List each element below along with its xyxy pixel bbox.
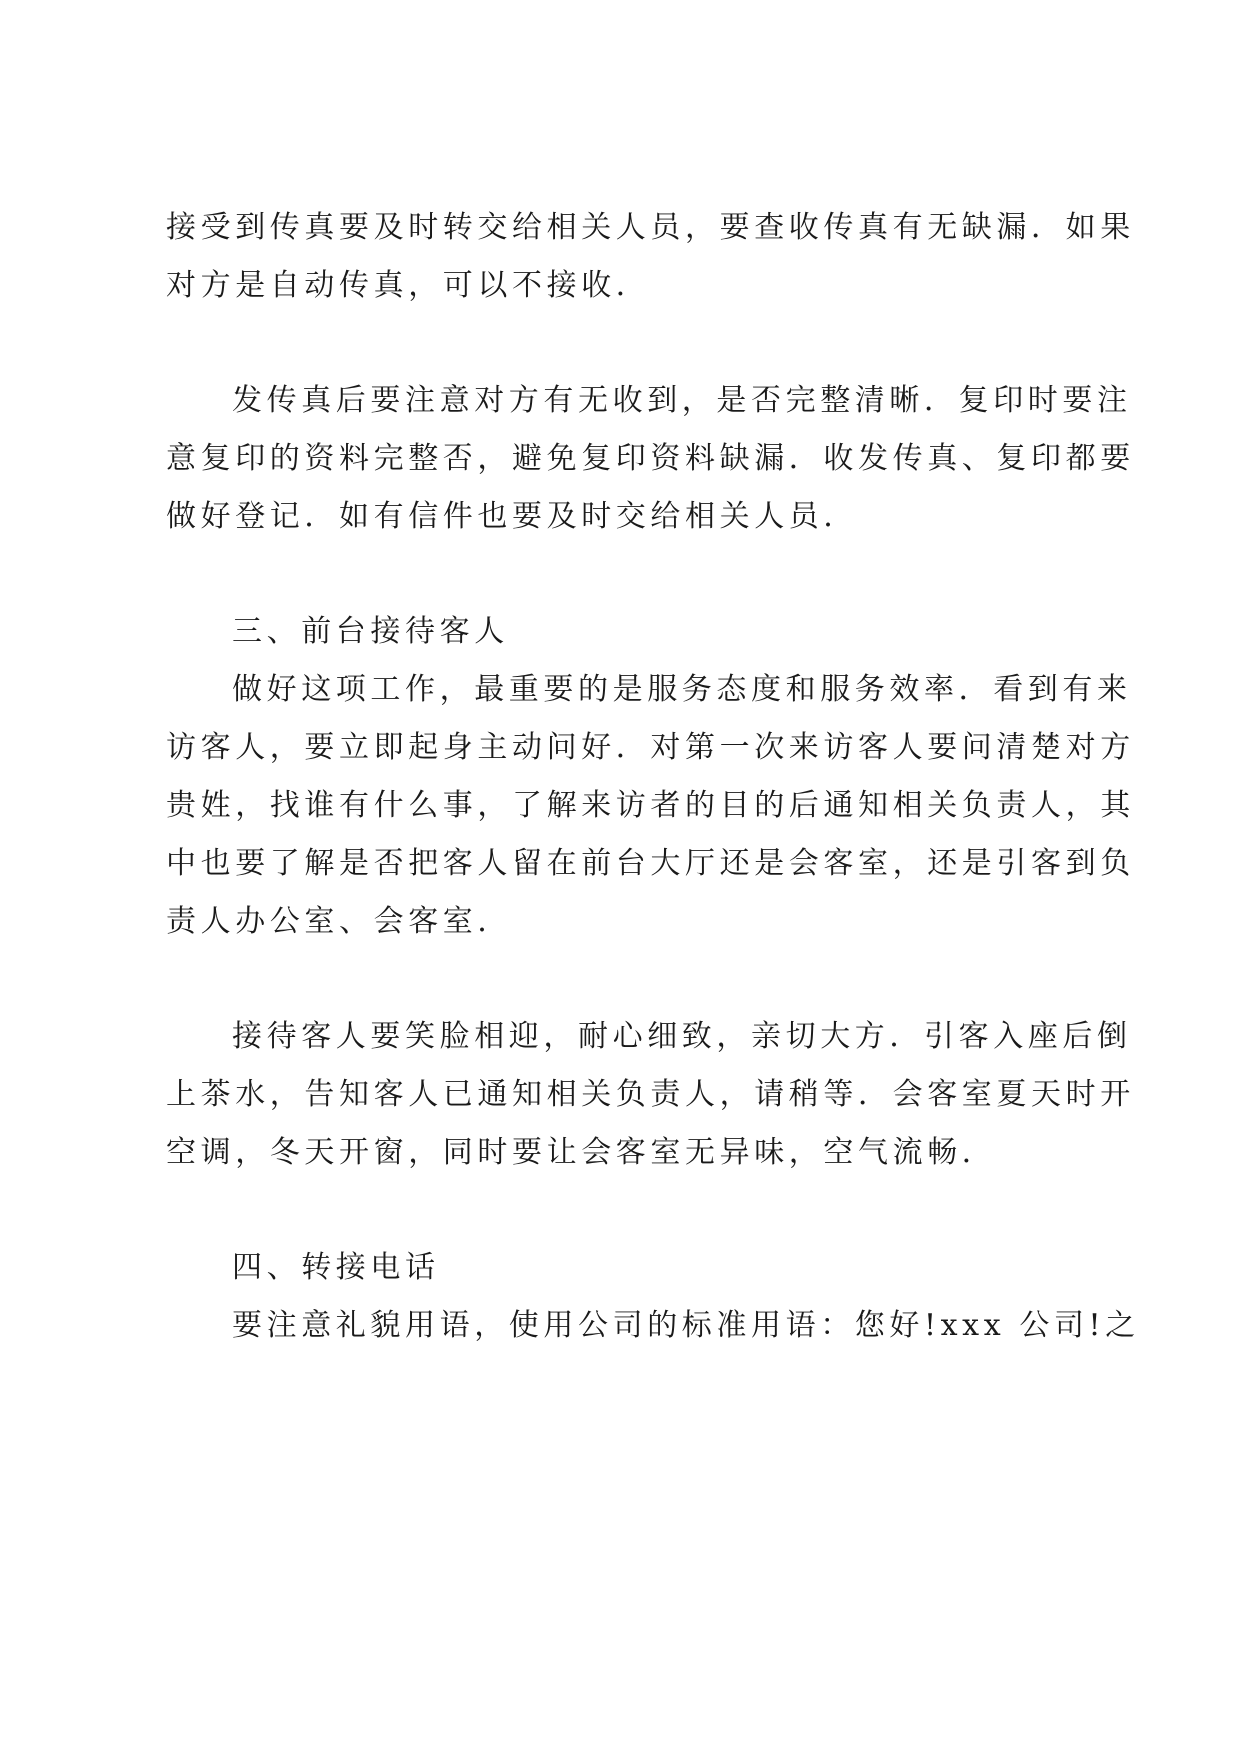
paragraph-1-line-2: 对方是自动传真，可以不接收． [166,268,651,303]
paragraph-4-line-3: 空调，冬天开窗，同时要让会客室无异味，空气流畅． [166,1135,997,1170]
paragraph-4-line-1: 接待客人要笑脸相迎，耐心细致，亲切大方．引客入座后倒 [232,1019,1132,1054]
paragraph-2-line-3: 做好登记．如有信件也要及时交给相关人员． [166,499,858,534]
section-heading-3: 三、前台接待客人 [232,614,509,649]
paragraph-3-line-2: 访客人，要立即起身主动问好．对第一次来访客人要问清楚对方 [166,730,1135,765]
paragraph-3-line-1: 做好这项工作，最重要的是服务态度和服务效率．看到有来 [232,672,1132,707]
paragraph-2-line-1: 发传真后要注意对方有无收到，是否完整清晰．复印时要注 [232,383,1132,418]
section-heading-4: 四、转接电话 [232,1250,440,1285]
paragraph-2-line-2: 意复印的资料完整否，避免复印资料缺漏．收发传真、复印都要 [166,441,1135,476]
paragraph-3-line-4: 中也要了解是否把客人留在前台大厅还是会客室，还是引客到负 [166,846,1135,881]
paragraph-5-line-1: 要注意礼貌用语，使用公司的标准用语：您好!xxx 公司!之 [232,1308,1140,1343]
paragraph-3-line-5: 责人办公室、会客室． [166,904,512,939]
paragraph-4-line-2: 上茶水，告知客人已通知相关负责人，请稍等．会客室夏天时开 [166,1077,1135,1112]
paragraph-3-line-3: 贵姓，找谁有什么事，了解来访者的目的后通知相关负责人，其 [166,788,1135,823]
paragraph-1-line-1: 接受到传真要及时转交给相关人员，要查收传真有无缺漏．如果 [166,210,1135,245]
